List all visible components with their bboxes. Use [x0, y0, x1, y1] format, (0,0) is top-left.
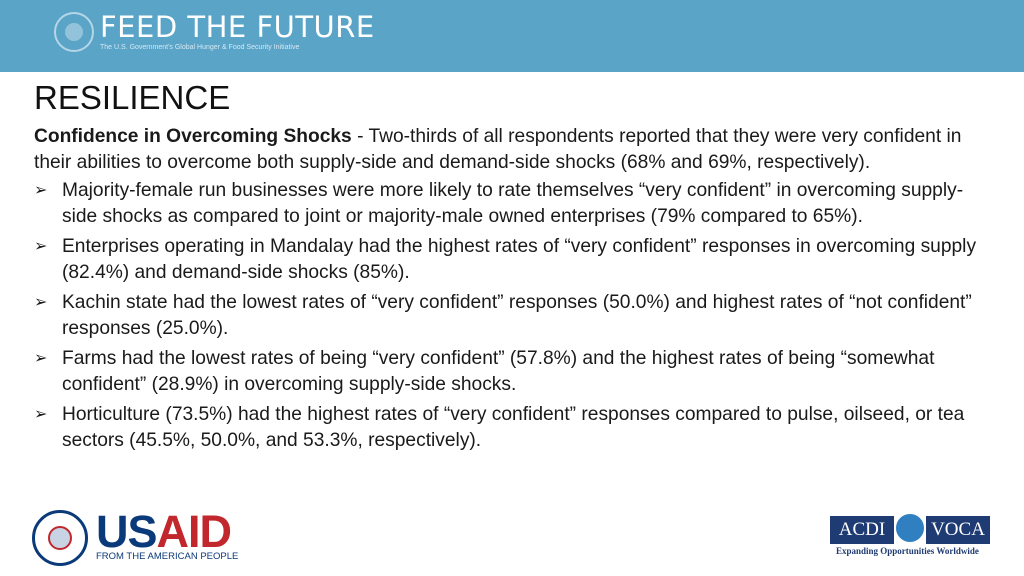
acdi-voca-tagline: Expanding Opportunities Worldwide [836, 546, 979, 556]
intro-text: - Two-thirds of all respondents reported that they were very confident in their abilities to overcome both supply-side and demand-side shocks (68% and 69%, respectively). [34, 126, 962, 173]
usaid-tagline: FROM THE AMERICAN PEOPLE [96, 551, 239, 562]
header-banner [0, 0, 1024, 72]
globe-icon [894, 512, 926, 544]
feed-the-future-logo-subtitle: The U.S. Government's Global Hunger & Food Security Initiative [100, 44, 300, 51]
slide-body [34, 124, 989, 458]
list-item-text: Horticulture (73.5%) had the highest rates of “very confident” responses compared to pulse, oilseed, or tea sectors (45.5%, 50.0%, and 53.3%, respectively). [62, 404, 965, 451]
feed-the-future-logo-title: FEED THE FUTURE [100, 10, 375, 44]
usaid-logo-wordmark [96, 507, 231, 557]
arrow-bullet-icon: ➢ [34, 350, 48, 367]
acdi-logo-right-text: VOCA [926, 516, 990, 544]
list-item-text: Enterprises operating in Mandalay had the highest rates of “very confident” responses in overcoming supply (82.4%) and demand-side shocks (85%). [62, 236, 977, 283]
list-item-text: Majority-female run businesses were more likely to rate themselves “very confident” in overcoming supply-side shocks as compared to joint or majority-male owned enterprises (79% compared to 65%). [62, 180, 964, 227]
intro-paragraph [34, 124, 989, 176]
usaid-seal-icon [32, 510, 88, 566]
list-item [34, 290, 989, 342]
slide-title: RESILIENCE [34, 79, 231, 116]
list-item-text: Kachin state had the lowest rates of “very confident” responses (50.0%) and highest rates of “not confident” responses (25.0%). [62, 292, 972, 339]
list-item [34, 346, 989, 398]
list-item-text: Farms had the lowest rates of being “very confident” (57.8%) and the highest rates of being “somewhat confident” (28.9%) in overcoming supply-side shocks. [62, 348, 935, 395]
arrow-bullet-icon: ➢ [34, 406, 48, 423]
arrow-bullet-icon: ➢ [34, 182, 48, 199]
bullet-list [34, 178, 989, 454]
acdi-voca-logo [830, 516, 990, 544]
list-item [34, 178, 989, 230]
usaid-logo-us: US [96, 506, 157, 557]
usaid-logo-aid: AID [156, 506, 232, 557]
arrow-bullet-icon: ➢ [34, 294, 48, 311]
arrow-bullet-icon: ➢ [34, 238, 48, 255]
list-item [34, 234, 989, 286]
intro-heading: Confidence in Overcoming Shocks [34, 126, 352, 147]
us-seal-icon [54, 12, 94, 52]
acdi-logo-left-text: ACDI [830, 516, 894, 544]
list-item [34, 402, 989, 454]
